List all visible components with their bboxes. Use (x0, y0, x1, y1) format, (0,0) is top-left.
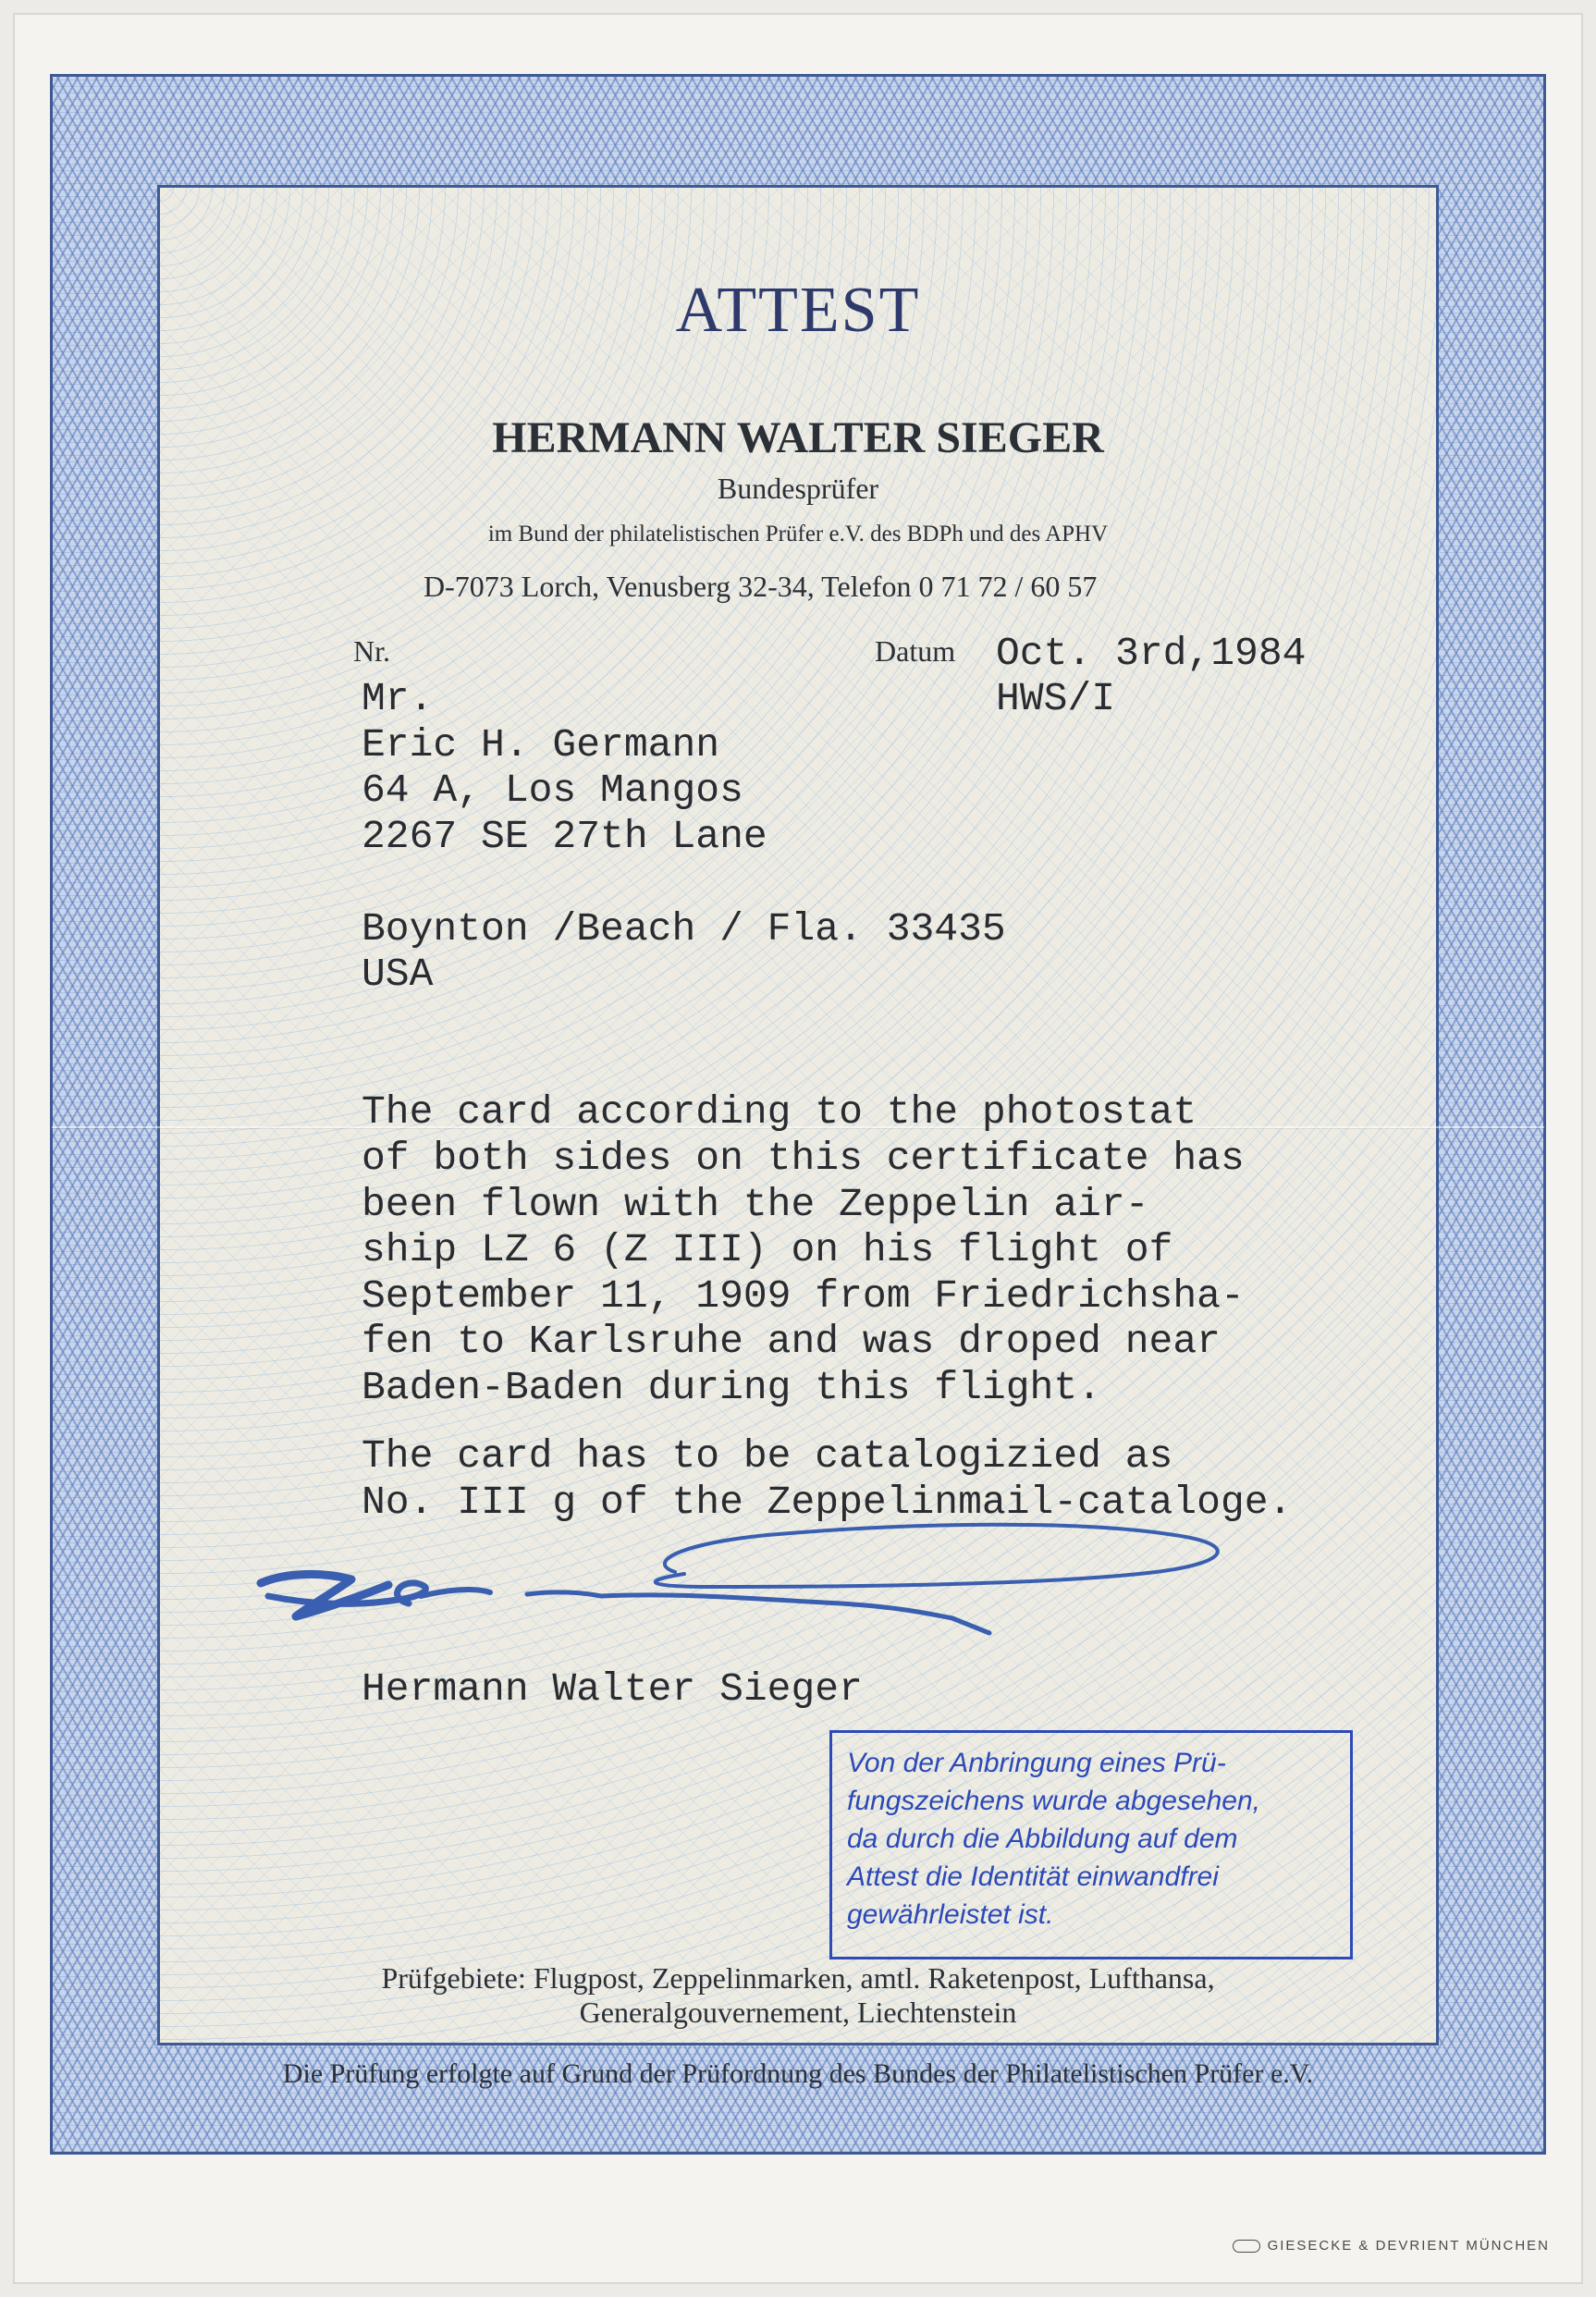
body-line: ship LZ 6 (Z III) on his flight of (362, 1227, 1173, 1272)
document-title: ATTEST (675, 275, 921, 346)
recipient-address-line: 64 A, Los Mangos (362, 768, 743, 813)
catalog-line: The card has to be catalogizied as (362, 1433, 1173, 1479)
body-line: of both sides on this certificate has (362, 1136, 1245, 1181)
stamp-line: gewährleistet ist. (847, 1899, 1054, 1930)
nr-label: Nr. (353, 634, 390, 668)
stamp-line: fungszeichens wurde abgesehen, (847, 1786, 1260, 1816)
catalog-line: No. III g of the Zeppelinmail-cataloge. (362, 1480, 1293, 1525)
body-line: been flown with the Zeppelin air- (362, 1182, 1149, 1227)
body-line: Baden-Baden during this flight. (362, 1365, 1101, 1410)
date-value: Oct. 3rd,1984 (996, 631, 1307, 676)
signatory-name: Hermann Walter Sieger (362, 1666, 863, 1712)
reference-code: HWS/I (996, 676, 1116, 721)
examiner-address: D-7073 Lorch, Venusberg 32-34, Telefon 0 71 72 / 60 57 (424, 570, 1098, 603)
printer-imprint-text: GIESECKE & DEVRIENT MÜNCHEN (1267, 2238, 1550, 2254)
recipient-city-line: Boynton /Beach / Fla. 33435 (362, 906, 1006, 952)
body-line: The card according to the photostat (362, 1089, 1197, 1135)
rubber-stamp (829, 1730, 1353, 1959)
datum-label: Datum (875, 634, 956, 668)
pruefgebiete-line: Prüfgebiete: Flugpost, Zeppelinmarken, amtl. Raketenpost, Lufthansa, (381, 1961, 1215, 1995)
handwritten-signature (250, 1507, 1341, 1655)
printer-logo-icon (1233, 2240, 1260, 2253)
body-line: fen to Karlsruhe and was droped near (362, 1319, 1221, 1364)
pruefgebiete-line: Generalgouvernement, Liechtenstein (579, 1996, 1017, 2029)
examiner-role: Bundesprüfer (717, 472, 879, 505)
printer-imprint (1233, 2238, 1550, 2254)
recipient-name: Eric H. Germann (362, 722, 720, 768)
stamp-line: Attest die Identität einwandfrei (847, 1861, 1219, 1892)
footer-note: Die Prüfung erfolgte auf Grund der Prüfordnung des Bundes der Philatelistischen Prüfer e.V. (282, 2058, 1314, 2089)
recipient-salutation: Mr. (362, 676, 434, 721)
stamp-line: Von der Anbringung eines Prü- (847, 1748, 1226, 1778)
body-line: September 11, 1909 from Friedrichsha- (362, 1273, 1245, 1319)
stamp-line: da durch die Abbildung auf dem (847, 1824, 1238, 1854)
examiner-name: HERMANN WALTER SIEGER (492, 413, 1104, 462)
association-line: im Bund der philatelistischen Prüfer e.V. des BDPh und des APHV (487, 522, 1109, 547)
recipient-country: USA (362, 952, 434, 997)
recipient-address-line: 2267 SE 27th Lane (362, 814, 767, 859)
